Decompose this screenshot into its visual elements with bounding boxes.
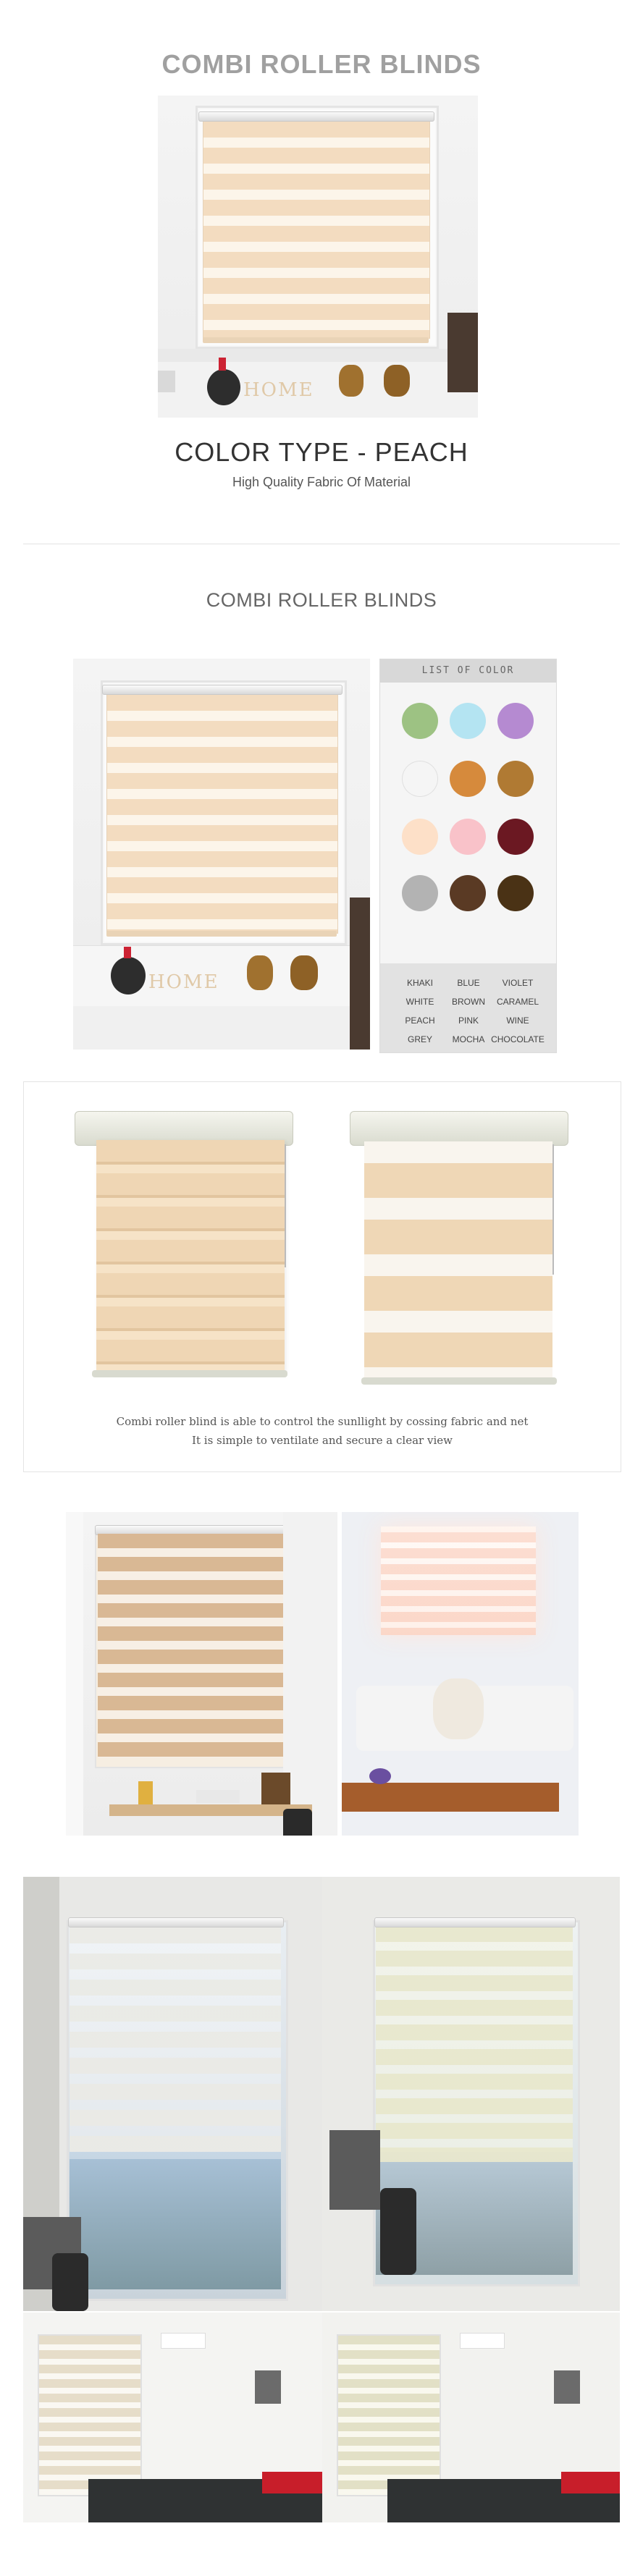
color-swatch-caramel[interactable] (497, 761, 534, 797)
office-photo-left (23, 1877, 322, 2311)
teddy-bear (247, 955, 273, 990)
red-pillow (262, 2472, 322, 2493)
color-label: KHAKI (406, 978, 433, 988)
teddy-bear (290, 955, 318, 990)
color-type-heading: COLOR TYPE - PEACH (175, 437, 468, 467)
office-photo-right (322, 1877, 620, 2311)
blind-detail-box (23, 1081, 621, 1472)
color-swatch-pink[interactable] (450, 819, 486, 855)
color-swatch-khaki[interactable] (402, 703, 438, 739)
color-label: PINK (458, 1015, 479, 1026)
color-labels (380, 963, 556, 1052)
study-room-photo (66, 1512, 337, 1836)
caption-line-1: Combi roller blind is able to control the sunllight by cossing fabric and net (116, 1415, 529, 1428)
color-label: PEACH (405, 1015, 435, 1026)
color-label: WINE (506, 1015, 529, 1026)
section-title: COMBI ROLLER BLINDS (206, 589, 437, 611)
page-title: COMBI ROLLER BLINDS (161, 49, 482, 79)
color-swatch-peach[interactable] (402, 819, 438, 855)
color-label: BLUE (457, 978, 480, 988)
teddy-bear (433, 1678, 484, 1739)
air-conditioner (460, 2333, 505, 2349)
color-swatch-chocolate[interactable] (497, 875, 534, 911)
flowers (219, 358, 226, 371)
color-label: VIOLET (502, 978, 534, 988)
air-conditioner (161, 2333, 206, 2349)
bedroom-photo-right (322, 2313, 620, 2522)
color-swatch-grey[interactable] (402, 875, 438, 911)
bookshelf (350, 898, 370, 1050)
flowers (124, 947, 131, 958)
closed-blind-illustration (67, 1111, 299, 1401)
wall-art (554, 2370, 580, 2404)
color-swatch-wine[interactable] (497, 819, 534, 855)
color-label: WHITE (405, 997, 434, 1007)
bedroom-photo-left (23, 2313, 322, 2522)
coffee-table (342, 1783, 559, 1812)
house-decor (261, 1773, 290, 1804)
vase (111, 957, 146, 994)
lamp (158, 371, 175, 392)
color-list-panel (379, 659, 557, 1053)
color-swatch-brown[interactable] (450, 761, 486, 797)
home-letters-decor: HOME (148, 971, 219, 993)
color-label: GREY (407, 1034, 432, 1044)
color-label: MOCHA (452, 1034, 485, 1044)
color-swatch-white[interactable] (402, 761, 438, 797)
wall-art (255, 2370, 281, 2404)
home-letters-decor: HOME (243, 379, 314, 401)
chair (380, 2188, 416, 2275)
color-list-header: LIST OF COLOR (380, 659, 556, 683)
desk-lamp (138, 1781, 153, 1804)
color-label: CHOCOLATE (491, 1034, 545, 1044)
vase (207, 369, 240, 405)
color-swatch-mocha[interactable] (450, 875, 486, 911)
color-label: BROWN (452, 997, 485, 1007)
flower-pot (369, 1768, 391, 1784)
bookshelf (447, 313, 478, 392)
teddy-bear (384, 365, 410, 397)
color-label: CARAMEL (496, 997, 539, 1007)
hero-product-photo (158, 96, 478, 418)
caption-line-2: It is simple to ventilate and secure a clear view (192, 1434, 453, 1447)
chair (52, 2253, 88, 2311)
open-blind-illustration (342, 1111, 574, 1401)
city-view (70, 2152, 281, 2289)
chair (283, 1809, 312, 1836)
fabric-subtitle: High Quality Fabric Of Material (232, 475, 411, 489)
books (196, 1790, 240, 1803)
room-product-photo (73, 659, 370, 1050)
picture-frame (329, 2130, 380, 2210)
teddy-bear (339, 365, 363, 397)
color-swatch-blue[interactable] (450, 703, 486, 739)
red-pillow (561, 2472, 620, 2493)
living-room-photo (342, 1512, 579, 1836)
color-swatch-violet[interactable] (497, 703, 534, 739)
desk (109, 1804, 312, 1816)
